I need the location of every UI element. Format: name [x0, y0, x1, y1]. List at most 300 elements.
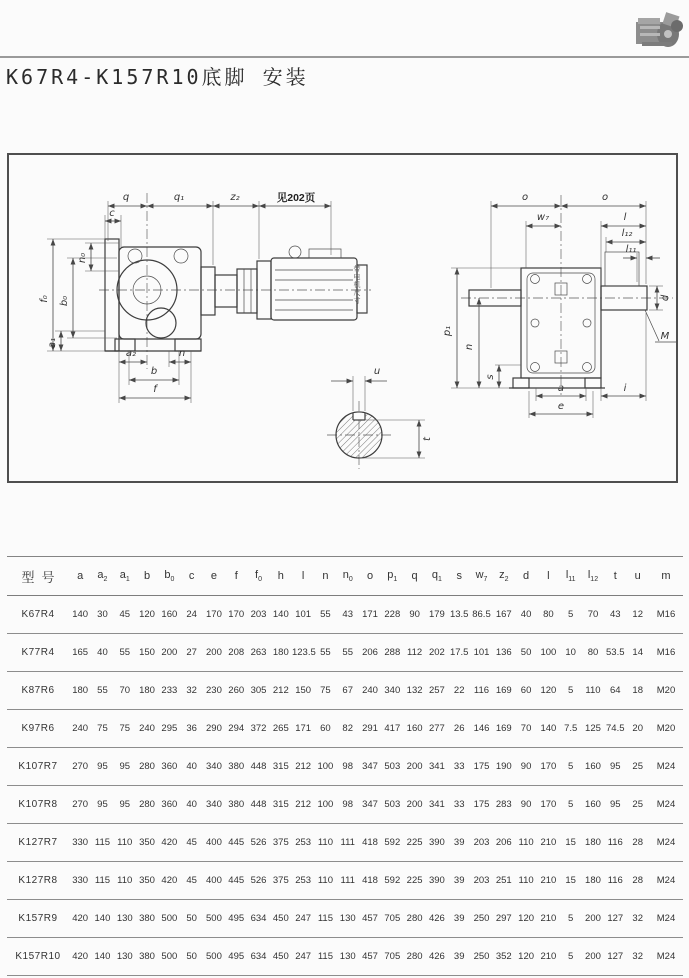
value-cell: 341: [428, 761, 445, 772]
value-cell: 95: [609, 761, 621, 772]
value-cell: 101: [473, 647, 490, 658]
value-cell: 400: [206, 837, 222, 848]
value-cell: 250: [473, 913, 490, 924]
table-body: [7, 596, 683, 976]
value-cell: M20: [656, 685, 676, 696]
value-cell: 341: [428, 799, 445, 810]
value-cell: 22: [453, 685, 465, 696]
value-cell: 36: [186, 723, 197, 734]
dim-m-thread: M: [660, 331, 670, 342]
value-cell: 110: [117, 837, 133, 848]
value-cell: 28: [632, 875, 643, 886]
model-cell: K157R9: [18, 913, 58, 924]
value-cell: 180: [272, 647, 289, 658]
value-cell: 418: [362, 837, 378, 848]
value-cell: 175: [473, 761, 490, 772]
value-cell: 90: [520, 761, 532, 772]
value-cell: 171: [362, 609, 378, 620]
value-cell: 228: [384, 609, 401, 620]
value-cell: 200: [406, 799, 423, 810]
table-row: [7, 710, 683, 748]
column-header: 型号: [21, 569, 62, 585]
value-cell: 340: [206, 761, 222, 772]
value-cell: 115: [94, 837, 111, 848]
value-cell: 200: [585, 913, 601, 924]
value-cell: 160: [406, 723, 423, 734]
value-cell: 360: [161, 799, 178, 810]
value-cell: 170: [540, 799, 557, 810]
value-cell: M24: [656, 837, 676, 848]
value-cell: 140: [72, 609, 89, 620]
value-cell: 5: [568, 685, 574, 696]
value-cell: M24: [656, 951, 676, 962]
value-cell: M16: [656, 609, 676, 620]
value-cell: 203: [473, 837, 490, 848]
value-cell: M24: [656, 761, 676, 772]
value-cell: 495: [228, 913, 245, 924]
value-cell: 95: [97, 799, 108, 810]
value-cell: 212: [295, 761, 312, 772]
value-cell: 12: [632, 609, 643, 620]
value-cell: 116: [607, 837, 623, 848]
see-page-note: 见202页: [276, 192, 316, 204]
gearmotor-photo: [630, 6, 686, 56]
table-row: [7, 862, 683, 900]
dimension-table: [7, 556, 683, 976]
value-cell: 101: [295, 609, 312, 620]
value-cell: 115: [317, 913, 333, 924]
value-cell: 500: [161, 913, 178, 924]
value-cell: 240: [139, 723, 155, 734]
value-cell: 390: [428, 837, 445, 848]
value-cell: 260: [228, 685, 245, 696]
value-cell: 305: [250, 685, 267, 696]
value-cell: 375: [272, 875, 289, 886]
value-cell: 115: [94, 875, 111, 886]
value-cell: 426: [428, 951, 445, 962]
value-cell: 265: [272, 723, 289, 734]
value-cell: 295: [161, 723, 178, 734]
value-cell: 210: [540, 951, 557, 962]
value-cell: 233: [161, 685, 178, 696]
value-cell: M24: [656, 913, 676, 924]
dim-l12: l₁₂: [621, 228, 633, 239]
value-cell: 251: [495, 875, 512, 886]
value-cell: 171: [295, 723, 312, 734]
value-cell: 160: [585, 761, 601, 772]
value-cell: 30: [97, 609, 108, 620]
value-cell: 55: [97, 685, 108, 696]
value-cell: 263: [250, 647, 267, 658]
value-cell: 64: [609, 685, 621, 696]
value-cell: 180: [139, 685, 155, 696]
value-cell: 33: [453, 761, 465, 772]
installation-drawing: [7, 153, 678, 483]
title-rule: [0, 56, 689, 58]
column-header: q: [411, 570, 418, 582]
header-row: [7, 557, 683, 596]
value-cell: 67: [342, 685, 353, 696]
value-cell: 400: [206, 875, 222, 886]
value-cell: 203: [250, 609, 267, 620]
value-cell: 130: [339, 913, 356, 924]
value-cell: 55: [320, 609, 331, 620]
value-cell: 634: [250, 913, 267, 924]
value-cell: 55: [119, 647, 131, 658]
model-cell: K87R6: [21, 685, 55, 696]
value-cell: 15: [565, 875, 576, 886]
value-cell: 115: [317, 951, 333, 962]
value-cell: 110: [117, 875, 133, 886]
value-cell: 110: [585, 685, 601, 696]
value-cell: 60: [320, 723, 331, 734]
value-cell: 592: [384, 837, 401, 848]
value-cell: 290: [206, 723, 222, 734]
value-cell: 95: [119, 799, 131, 810]
value-cell: 90: [520, 799, 532, 810]
right-view: [442, 192, 676, 418]
dim-n0: n₀: [77, 252, 88, 264]
column-header: o: [366, 570, 374, 582]
value-cell: 225: [406, 875, 423, 886]
value-cell: 212: [295, 799, 312, 810]
value-cell: 380: [228, 761, 245, 772]
column-header: e: [210, 570, 217, 582]
shaft-section: [327, 366, 433, 469]
value-cell: 592: [384, 875, 401, 886]
value-cell: 170: [540, 761, 557, 772]
value-cell: 350: [139, 837, 155, 848]
value-cell: 247: [295, 913, 312, 924]
dim-b: b: [150, 366, 158, 377]
value-cell: 120: [139, 609, 155, 620]
value-cell: 123.5: [291, 647, 316, 658]
value-cell: 350: [139, 875, 155, 886]
column-header: $p_1$: [387, 568, 398, 584]
value-cell: 10: [565, 647, 576, 658]
value-cell: 127: [607, 913, 624, 924]
value-cell: 140: [540, 723, 557, 734]
value-cell: 17.5: [449, 647, 469, 658]
value-cell: 270: [72, 799, 89, 810]
value-cell: 110: [518, 837, 534, 848]
value-cell: 33: [453, 799, 465, 810]
dim-z2: z₂: [230, 192, 240, 203]
column-header: l: [301, 570, 305, 582]
value-cell: 167: [495, 609, 512, 620]
value-cell: 130: [116, 913, 133, 924]
column-header: m: [661, 570, 671, 582]
column-header: $a_1$: [119, 568, 130, 584]
model-cell: K67R4: [21, 609, 55, 620]
value-cell: 80: [587, 647, 599, 658]
value-cell: 240: [362, 685, 378, 696]
value-cell: 53.5: [606, 647, 625, 658]
value-cell: 5: [568, 951, 574, 962]
value-cell: 95: [119, 761, 131, 772]
value-cell: 18: [632, 685, 643, 696]
dim-o-right: o: [601, 192, 609, 203]
value-cell: 200: [206, 647, 222, 658]
value-cell: 75: [97, 723, 108, 734]
value-cell: 110: [518, 875, 534, 886]
value-cell: 45: [186, 875, 197, 886]
value-cell: 294: [228, 723, 245, 734]
page-title: K67R4-K157R10底脚 安装: [6, 65, 309, 89]
column-header: t: [613, 570, 617, 582]
value-cell: 526: [250, 837, 267, 848]
dim-f0: f₀: [39, 295, 50, 303]
value-cell: 418: [362, 875, 378, 886]
dim-w7: w₇: [536, 212, 550, 223]
value-cell: 32: [186, 685, 197, 696]
dim-t: t: [422, 437, 433, 441]
value-cell: 130: [116, 951, 133, 962]
value-cell: 225: [406, 837, 423, 848]
value-cell: 210: [540, 837, 557, 848]
value-cell: 200: [406, 761, 423, 772]
value-cell: 210: [540, 913, 557, 924]
column-header: $f_0$: [255, 568, 262, 584]
value-cell: 5: [568, 799, 574, 810]
value-cell: 450: [272, 951, 289, 962]
value-cell: 200: [161, 647, 178, 658]
value-cell: 13.5: [449, 609, 469, 620]
value-cell: 190: [495, 761, 512, 772]
value-cell: 380: [139, 913, 155, 924]
value-cell: 140: [94, 913, 111, 924]
value-cell: 457: [362, 951, 378, 962]
value-cell: 375: [272, 837, 289, 848]
value-cell: 100: [540, 647, 557, 658]
column-header: n: [322, 570, 329, 582]
value-cell: 140: [94, 951, 111, 962]
value-cell: M24: [656, 875, 676, 886]
value-cell: 315: [272, 761, 289, 772]
dim-l: l: [623, 212, 627, 223]
value-cell: 445: [228, 875, 245, 886]
dim-b0: b₀: [59, 295, 70, 307]
value-cell: 457: [362, 913, 378, 924]
dim-q: q: [122, 192, 130, 203]
column-header: h: [277, 570, 284, 582]
value-cell: 283: [495, 799, 512, 810]
dim-a: a: [557, 383, 565, 394]
value-cell: 291: [362, 723, 378, 734]
value-cell: 28: [632, 837, 643, 848]
value-cell: 203: [473, 875, 490, 886]
value-cell: 420: [161, 875, 178, 886]
value-cell: 280: [139, 799, 155, 810]
value-cell: 74.5: [606, 723, 625, 734]
dim-l11: l₁₁: [625, 244, 637, 255]
value-cell: 347: [362, 799, 378, 810]
value-cell: 420: [72, 913, 89, 924]
value-cell: 257: [428, 685, 445, 696]
value-cell: 202: [428, 647, 445, 658]
value-cell: 25: [632, 761, 643, 772]
value-cell: 169: [495, 723, 512, 734]
value-cell: 170: [228, 609, 245, 620]
value-cell: 210: [540, 875, 557, 886]
table-row: [7, 672, 683, 710]
value-cell: 250: [473, 951, 490, 962]
value-cell: 120: [518, 951, 535, 962]
dim-a1: a₁: [47, 337, 58, 349]
dim-q1: q₁: [173, 192, 185, 203]
value-cell: 170: [206, 609, 222, 620]
dim-n-bottom: n: [178, 348, 186, 359]
value-cell: 420: [161, 837, 178, 848]
dim-o-left: o: [521, 192, 529, 203]
value-cell: 208: [228, 647, 245, 658]
model-cell: K157R10: [15, 951, 61, 962]
value-cell: 240: [72, 723, 89, 734]
value-cell: 380: [228, 799, 245, 810]
value-cell: 500: [206, 913, 222, 924]
left-view: [39, 191, 371, 403]
column-header: $z_2$: [499, 568, 509, 584]
model-cell: K97R6: [21, 723, 55, 734]
value-cell: 100: [317, 761, 334, 772]
value-cell: 14: [632, 647, 643, 658]
value-cell: 39: [453, 951, 465, 962]
value-cell: 180: [585, 875, 601, 886]
value-cell: 40: [520, 609, 532, 620]
value-cell: 372: [250, 723, 267, 734]
value-cell: 330: [72, 837, 89, 848]
value-cell: 448: [250, 761, 267, 772]
value-cell: 450: [272, 913, 289, 924]
column-header: l: [547, 570, 550, 582]
value-cell: 253: [295, 837, 312, 848]
model-cell: K107R7: [18, 761, 58, 772]
value-cell: 111: [340, 875, 355, 886]
column-header: c: [188, 570, 195, 582]
value-cell: 180: [72, 685, 89, 696]
dim-c: c: [109, 208, 115, 219]
value-cell: 120: [518, 913, 535, 924]
value-cell: M16: [656, 647, 676, 658]
table-header: [7, 557, 683, 596]
dim-f: f: [153, 384, 157, 395]
table-row: [7, 748, 683, 786]
value-cell: 43: [342, 609, 353, 620]
value-cell: M20: [656, 723, 676, 734]
table-row: [7, 596, 683, 634]
value-cell: 70: [119, 685, 131, 696]
value-cell: 132: [406, 685, 423, 696]
value-cell: 45: [119, 609, 131, 620]
value-cell: 110: [317, 875, 333, 886]
value-cell: 270: [72, 761, 89, 772]
value-cell: 100: [317, 799, 334, 810]
value-cell: 340: [384, 685, 401, 696]
column-header: $l_{11}$: [565, 568, 576, 584]
dim-n-side: n: [464, 343, 475, 351]
column-header: $l_{12}$: [587, 568, 599, 584]
value-cell: 206: [495, 837, 512, 848]
value-cell: 45: [186, 837, 197, 848]
value-cell: 277: [428, 723, 445, 734]
table-row: [7, 900, 683, 938]
value-cell: 50: [520, 647, 532, 658]
value-cell: 5: [568, 609, 574, 620]
value-cell: 136: [495, 647, 512, 658]
value-cell: 705: [384, 913, 401, 924]
value-cell: 70: [520, 723, 532, 734]
value-cell: 130: [339, 951, 356, 962]
value-cell: 352: [495, 951, 512, 962]
value-cell: 82: [342, 723, 353, 734]
value-cell: 426: [428, 913, 445, 924]
value-cell: 495: [228, 951, 245, 962]
value-cell: 280: [406, 913, 423, 924]
model-cell: K127R7: [18, 837, 58, 848]
value-cell: 165: [72, 647, 89, 658]
value-cell: 95: [609, 799, 621, 810]
column-header: $a_2$: [97, 568, 108, 584]
model-cell: K127R8: [18, 875, 58, 886]
value-cell: 280: [406, 951, 423, 962]
column-header: $n_0$: [342, 568, 353, 584]
value-cell: 125: [585, 723, 601, 734]
value-cell: 120: [540, 685, 557, 696]
column-header: s: [456, 570, 462, 582]
value-cell: 26: [453, 723, 465, 734]
dim-e: e: [557, 401, 565, 412]
value-cell: 526: [250, 875, 267, 886]
table-row: [7, 824, 683, 862]
value-cell: 5: [568, 913, 574, 924]
value-cell: 24: [186, 609, 197, 620]
drawing-svg: [9, 155, 676, 481]
value-cell: 347: [362, 761, 378, 772]
column-header: a: [77, 570, 84, 582]
value-cell: 150: [139, 647, 155, 658]
value-cell: 280: [139, 761, 155, 772]
value-cell: 150: [295, 685, 312, 696]
value-cell: 360: [161, 761, 178, 772]
column-header: $q_1$: [431, 568, 442, 584]
table-row: [7, 786, 683, 824]
value-cell: 7.5: [564, 723, 578, 734]
value-cell: 634: [250, 951, 267, 962]
value-cell: 160: [161, 609, 178, 620]
value-cell: 20: [632, 723, 643, 734]
column-header: d: [523, 570, 530, 582]
value-cell: 127: [607, 951, 624, 962]
value-cell: 390: [428, 875, 445, 886]
value-cell: 500: [206, 951, 222, 962]
table-row: [7, 634, 683, 672]
value-cell: 200: [585, 951, 601, 962]
value-cell: 110: [317, 837, 333, 848]
value-cell: 160: [585, 799, 601, 810]
model-cell: K77R4: [21, 647, 55, 658]
value-cell: 75: [320, 685, 331, 696]
value-cell: 180: [585, 837, 601, 848]
value-cell: 39: [453, 913, 465, 924]
table-row: [7, 938, 683, 976]
value-cell: 116: [607, 875, 623, 886]
value-cell: 247: [295, 951, 312, 962]
value-cell: 40: [186, 799, 197, 810]
value-cell: 206: [362, 647, 378, 658]
value-cell: 60: [520, 685, 532, 696]
value-cell: 146: [473, 723, 490, 734]
value-cell: 32: [632, 951, 643, 962]
